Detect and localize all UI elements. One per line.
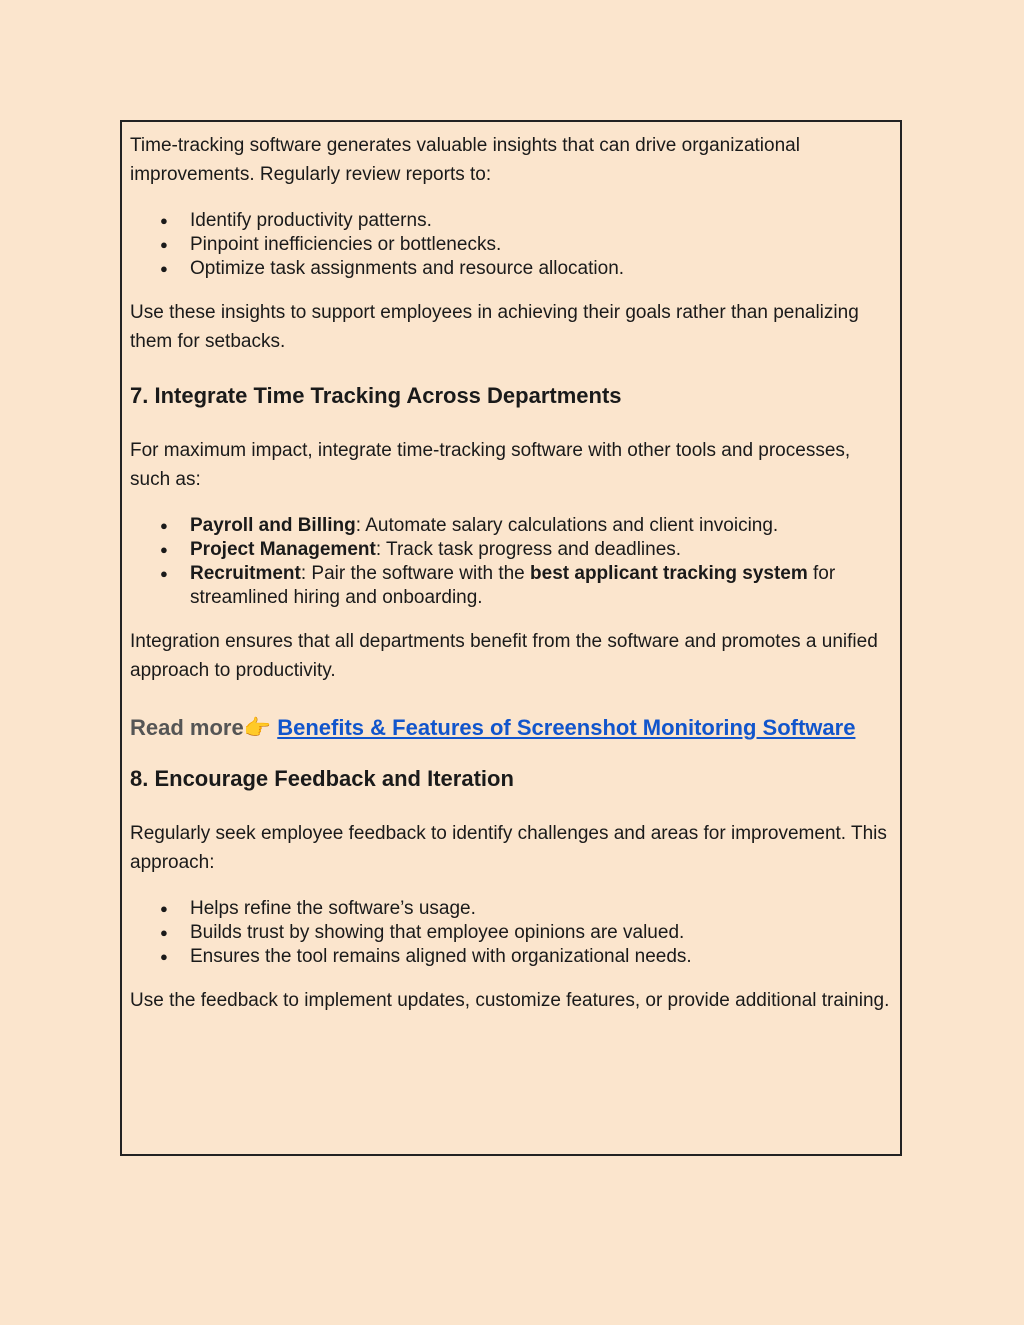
applicant-tracking-text: best applicant tracking system	[530, 563, 808, 584]
read-more	[130, 714, 892, 742]
list-item-text: : Automate salary calculations and client invoicing.	[355, 515, 779, 536]
list-item	[130, 514, 892, 538]
list-item-term: Recruitment	[190, 563, 301, 584]
content-frame	[120, 120, 902, 1156]
list-item: ● Helps refine the software’s usage.	[130, 897, 892, 921]
list-item: ● Ensures the tool remains aligned with organizational needs.	[130, 945, 892, 969]
list-item-term: Project Management	[190, 539, 376, 560]
feedback-list	[130, 897, 892, 969]
section-7-closing: Integration ensures that all departments benefit from the software and promotes a unified approach to productivity.	[130, 631, 878, 681]
insights-list	[130, 209, 892, 281]
section-8-paragraph: Regularly seek employee feedback to identify challenges and areas for improvement. This approach:	[130, 823, 887, 873]
list-item-text-end: for streamlined hiring and onboarding.	[190, 563, 836, 608]
list-item-term: Payroll and Billing	[190, 515, 356, 536]
list-item: ● Optimize task assignments and resource allocation.	[130, 257, 892, 281]
section-8-closing: Use the feedback to implement updates, customize features, or provide additional training.	[130, 990, 890, 1011]
list-item-text: : Track task progress and deadlines.	[375, 539, 682, 560]
intro-closing: Use these insights to support employees in achieving their goals rather than penalizing them for setbacks.	[130, 302, 859, 352]
list-item	[130, 538, 892, 562]
read-more-link[interactable]: Benefits & Features of Screenshot Monitoring Software	[277, 715, 856, 740]
list-item: ● Pinpoint inefficiencies or bottlenecks.	[130, 233, 892, 257]
list-item-text: : Pair the software with the	[300, 563, 531, 584]
list-item	[130, 562, 892, 610]
section-7-heading: 7. Integrate Time Tracking Across Departments	[130, 383, 622, 408]
pointing-hand-icon: 👉	[243, 716, 272, 741]
integration-list	[130, 514, 892, 610]
list-item: ● Builds trust by showing that employee opinions are valued.	[130, 921, 892, 945]
list-item: ● Identify productivity patterns.	[130, 209, 892, 233]
section-8-heading: 8. Encourage Feedback and Iteration	[130, 766, 514, 791]
read-more-label: Read more	[130, 715, 244, 740]
intro-paragraph: Time-tracking software generates valuable insights that can drive organizational improvements. Regularly review reports to:	[130, 135, 800, 185]
section-7-paragraph: For maximum impact, integrate time-tracking software with other tools and processes, such as:	[130, 440, 851, 490]
